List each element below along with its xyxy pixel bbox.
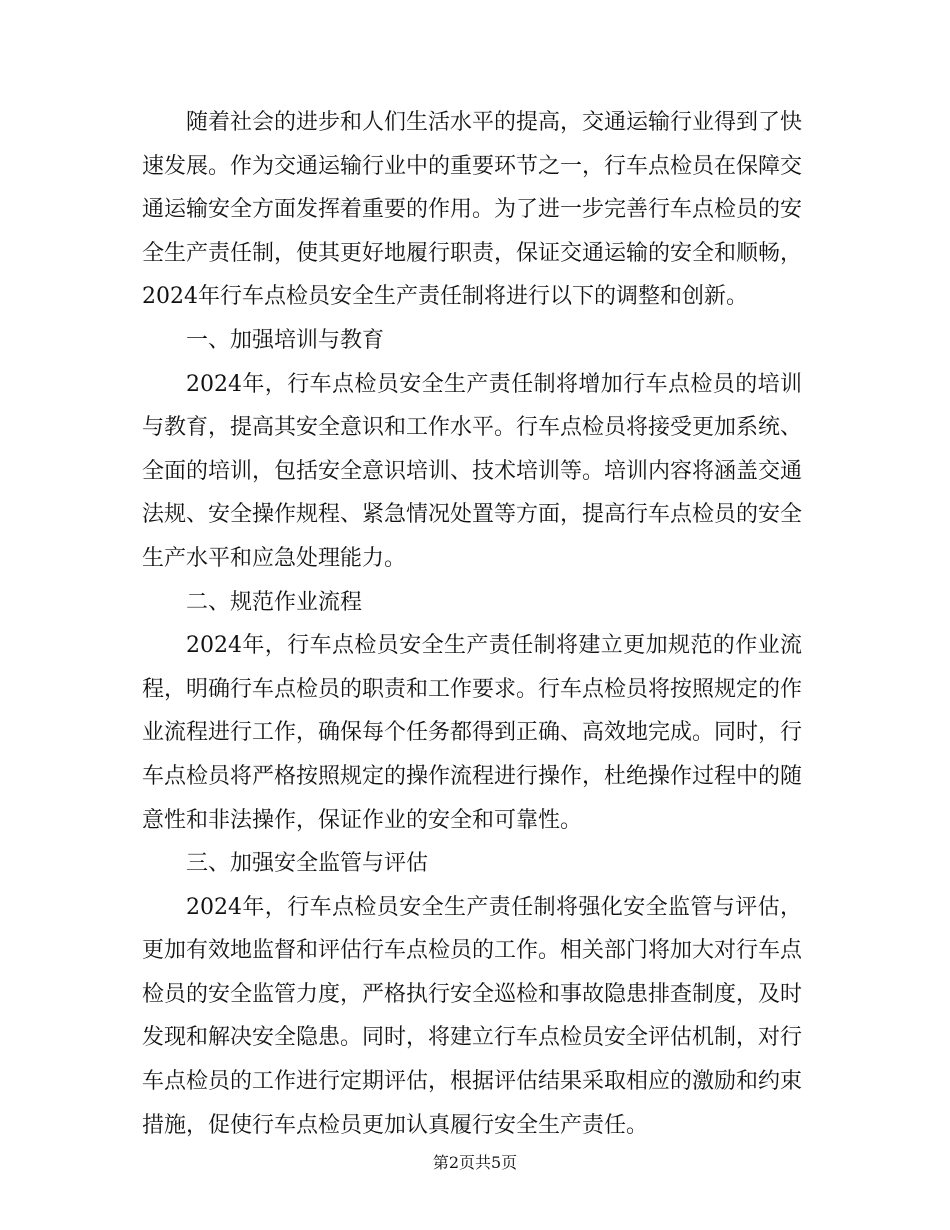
section-body-3: 2024年，行车点检员安全生产责任制将强化安全监管与评估，更加有效地监督和评估行车点检员的工作。相关部门将加大对行车点检员的安全监管力度，严格执行安全巡检和事故隐患排查制度，及时发现和解决安全隐患。同时，将建立行车点检员安全评估机制，对行车点检员的工作进行定期评估，根据评估结果采取相应的激励和约束措施，促使行车点检员更加认真履行安全生产责任。	[142, 894, 803, 1138]
document-body	[142, 101, 802, 1147]
section-heading-3: 三、加强安全监管与评估	[186, 851, 429, 877]
section-heading-2: 二、规范作业流程	[186, 589, 363, 615]
section-body-2: 2024年，行车点检员安全生产责任制将建立更加规范的作业流程，明确行车点检员的职责和工作要求。行车点检员将按照规定的作业流程进行工作，确保每个任务都得到正确、高效地完成。同时，行车点检员将严格按照规定的操作流程进行操作，杜绝操作过程中的随意性和非法操作，保证作业的安全和可靠性。	[142, 633, 803, 833]
section-body-1: 2024年，行车点检员安全生产责任制将增加行车点检员的培训与教育，提高其安全意识和工作水平。行车点检员将接受更加系统、全面的培训，包括安全意识培训、技术培训等。培训内容将涵盖交通法规、安全操作规程、紧急情况处置等方面，提高行车点检员的安全生产水平和应急处理能力。	[142, 371, 803, 571]
section-heading-1: 一、加强培训与教育	[186, 327, 385, 353]
intro-paragraph: 随着社会的进步和人们生活水平的提高，交通运输行业得到了快速发展。作为交通运输行业中的重要环节之一，行车点检员在保障交通运输安全方面发挥着重要的作用。为了进一步完善行车点检员的安全生产责任制，使其更好地履行职责，保证交通运输的安全和顺畅，2024年行车点检员安全生产责任制将进行以下的调整和创新。	[142, 110, 803, 310]
page-number-footer: 第2页共5页	[432, 1153, 518, 1172]
